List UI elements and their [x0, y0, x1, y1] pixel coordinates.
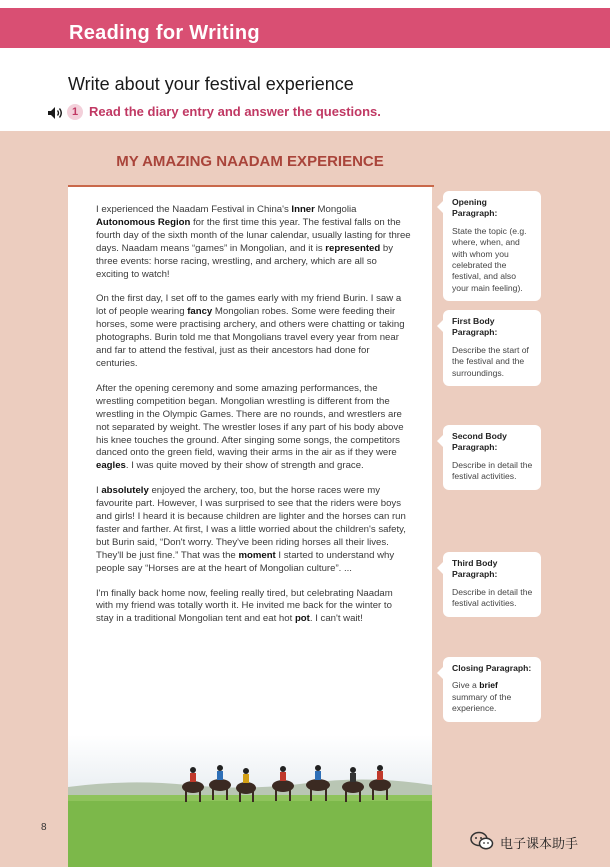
diary-keyword: moment [238, 549, 276, 561]
diary-text: . I can't wait! [309, 613, 363, 625]
diary-body [96, 204, 412, 638]
diary-paragraph-1 [96, 204, 412, 281]
diary-keyword: fancy [187, 306, 213, 318]
diary-text: On the first day, I set off to the games early with my friend Burin. I saw a lot of people wearing [96, 293, 402, 318]
note-text: Describe the start of the festival and the surroundings. [452, 344, 529, 378]
diary-text: . I was quite moved by their show of strength and grace. [125, 460, 364, 472]
note-closing-paragraph [443, 657, 541, 722]
note-title: Closing Paragraph: [452, 663, 532, 673]
diary-text: enjoyed the archery, too, but the horse races were my favourite part. However, I was surprised to see that the riders were boys and girls! I heard it is because children are lighter and the horses can run faster and farther. At first, I was a little worried about the children's safety, but Burin said, “Don't worry. They've been riding horses all their lives. They'll be just fine.” That was the [96, 485, 406, 561]
note-title: Second Body Paragraph: [452, 431, 507, 453]
diary-text: I'm finally back home now, feeling really tired, but celebrating Naadam with my friend was totally worth it. He invited me back for the winter to stay in a traditional Mongolian tent and eat hot [96, 587, 393, 625]
note-title: Third Body Paragraph: [452, 558, 498, 580]
note-text: State the topic (e.g. where, when, and with whom you celebrated the festival, and also your main feeling). [452, 225, 527, 293]
note-text [452, 226, 534, 294]
task-number-badge: 1 [67, 104, 83, 120]
diary-paragraph-5 [96, 588, 412, 627]
diary-text: Mongolian robes. Some were feeding their horses, some were practising archery, and others were chatting or taking photographs. Burin told me that Mongolians travel every year from near and far to attend the festival, just as their ancestors had done for centuries. [96, 306, 405, 369]
article-title: MY AMAZING NAADAM EXPERIENCE [116, 153, 384, 170]
note-text: Describe in detail the festival activities. [452, 586, 533, 609]
diary-text: by three events: horse racing, wrestling, and archery, which are all so exciting to watch! [96, 242, 394, 280]
note-text: summary of the experience. [452, 691, 512, 714]
note-first-body-paragraph [443, 310, 541, 386]
note-title: First Body Paragraph: [452, 316, 498, 338]
title-divider [68, 185, 434, 187]
note-text: Describe in detail the festival activities. [452, 459, 533, 482]
wechat-icon [470, 831, 494, 851]
note-text [452, 460, 534, 483]
note-text: Give a [452, 680, 480, 691]
speaker-icon[interactable] [47, 106, 63, 120]
diary-paragraph-3 [96, 383, 412, 473]
task-instruction: Read the diary entry and answer the questions. [89, 104, 381, 119]
note-title: Opening Paragraph: [452, 197, 498, 219]
diary-text: Mongolia [314, 204, 357, 215]
diary-paragraph-2 [96, 293, 412, 370]
note-opening-paragraph [443, 191, 541, 301]
diary-text: for the first time this year. The festival falls on the fourth day of the sixth month of the lunar calendar, usually lasting for three days. Naadam means “games” in Mongolian, and it is [96, 216, 411, 254]
diary-keyword: Inner [291, 204, 315, 215]
diary-paragraph-4 [96, 485, 412, 575]
note-text [452, 587, 534, 610]
page-number: 8 [41, 822, 47, 833]
section-subtitle: Write about your festival experience [68, 74, 354, 94]
watermark-text: 电子课本助手 [500, 836, 579, 851]
note-second-body-paragraph [443, 425, 541, 490]
note-third-body-paragraph [443, 552, 541, 617]
diary-text: I experienced the Naadam Festival in China's [96, 204, 292, 215]
horse-race-illustration [68, 735, 432, 867]
diary-text: I [96, 485, 102, 497]
diary-text: After the opening ceremony and some amazing performances, the wrestling competition began. Mongolian wrestling is different from the wrestling in the Olympic Games. There are no rounds, and wrestlers are not separated by weight. The wrestler loses if any part of his body above his knee touches the ground. After singing some songs, the competitors danced onto the green field, waving their arms in the air as if they were [96, 382, 404, 459]
diary-keyword: eagles [96, 460, 126, 472]
diary-keyword: Autonomous Region [96, 216, 191, 228]
note-text [452, 345, 534, 379]
banner-title: Reading for Writing [69, 22, 260, 44]
diary-keyword: pot [294, 613, 310, 625]
diary-text: I started to understand why people say “Horses are at the heart of Mongolian culture”. ... [96, 549, 395, 574]
note-text [452, 680, 534, 714]
diary-keyword: represented [325, 242, 381, 254]
note-keyword: brief [479, 680, 498, 691]
diary-keyword: absolutely [101, 485, 149, 497]
